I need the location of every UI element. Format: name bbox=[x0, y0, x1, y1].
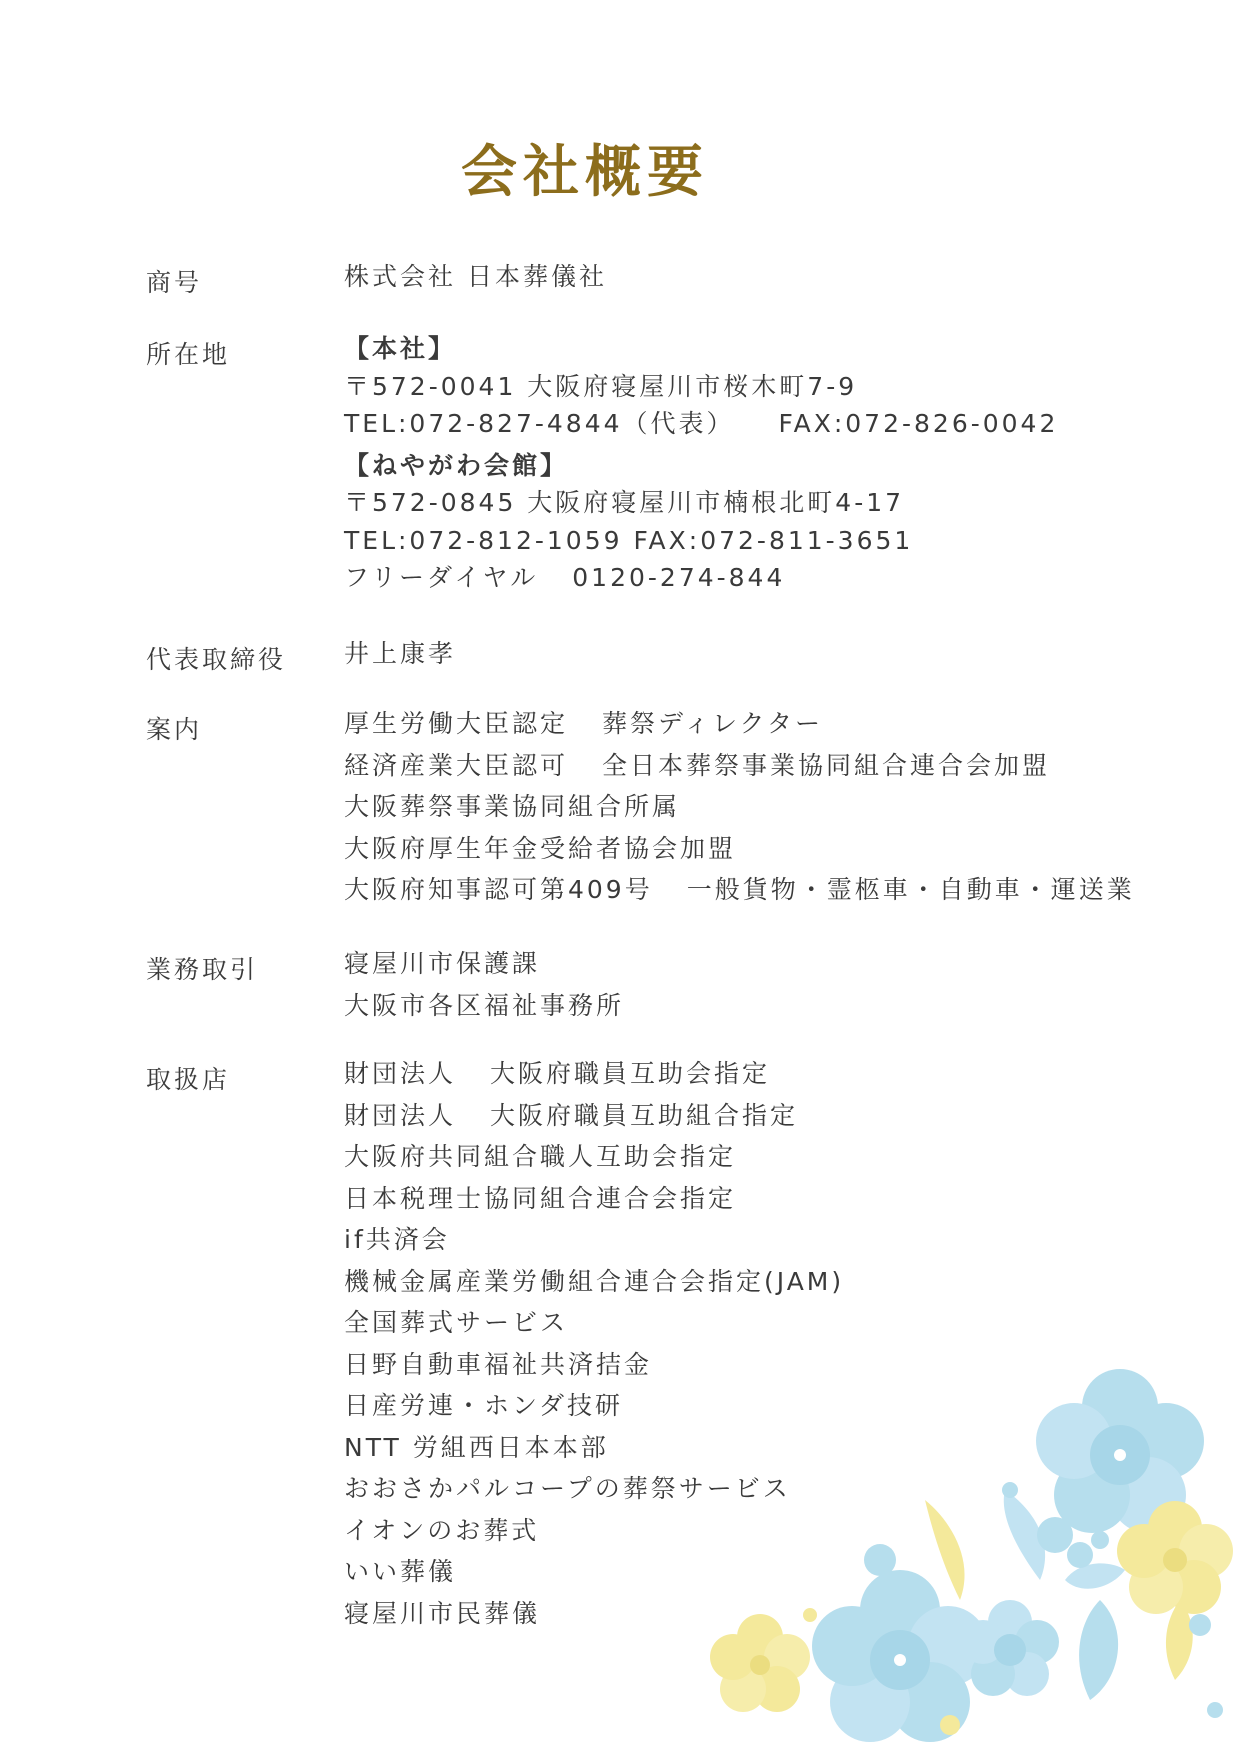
dot-icon bbox=[1067, 1542, 1093, 1568]
head-office-tel: TEL:072-827-4844（代表） bbox=[344, 409, 735, 438]
dot-icon bbox=[1037, 1517, 1073, 1553]
dealer-item: 財団法人 大阪府職員互助組合指定 bbox=[344, 1100, 799, 1130]
leaf-icon bbox=[1065, 1563, 1125, 1588]
representative-value: 井上康孝 bbox=[344, 639, 457, 668]
dealer-item: 日産労連・ホンダ技研 bbox=[344, 1391, 624, 1420]
guide-item: 経済産業大臣認可 全日本葬祭事業協同組合連合会加盟 bbox=[344, 750, 1051, 780]
dealer-item: 日本税理士協同組合連合会指定 bbox=[344, 1183, 737, 1213]
head-office-heading: 【本社】 bbox=[344, 334, 457, 363]
company-name-value: 株式会社 日本葬儀社 bbox=[344, 262, 607, 291]
guide-item: 厚生労働大臣認定 葬祭ディレクター bbox=[344, 709, 824, 738]
dot-icon bbox=[864, 1544, 896, 1576]
guide-label: 案内 bbox=[146, 715, 203, 744]
neyagawa-hall-heading: 【ねやがわ会館】 bbox=[344, 450, 569, 480]
dealer-item: いい葬儀 bbox=[344, 1557, 457, 1586]
guide-item: 大阪府厚生年金受給者協会加盟 bbox=[344, 833, 737, 863]
dot-icon bbox=[1091, 1531, 1109, 1549]
free-dial-number: 0120-274-844 bbox=[572, 563, 786, 592]
dealer-item: 寝屋川市民葬儀 bbox=[344, 1598, 541, 1628]
location-label: 所在地 bbox=[146, 340, 231, 369]
blue-flower-icon bbox=[961, 1600, 1059, 1696]
dealers-label: 取扱店 bbox=[146, 1065, 231, 1094]
business-item: 大阪市各区福祉事務所 bbox=[344, 990, 625, 1020]
guide-item: 大阪葬祭事業協同組合所属 bbox=[344, 792, 681, 821]
dealer-item: 財団法人 大阪府職員互助会指定 bbox=[344, 1059, 771, 1088]
free-dial-label: フリーダイヤル bbox=[344, 563, 539, 592]
dot-icon bbox=[1189, 1614, 1211, 1636]
neyagawa-hall-free-dial bbox=[344, 564, 1058, 602]
dealer-item: 機械金属産業労働組合連合会指定(JAM) bbox=[344, 1266, 845, 1296]
dot-icon bbox=[1002, 1482, 1018, 1498]
guide-item: 大阪府知事認可第409号 一般貨物・霊柩車・自動車・運送業 bbox=[344, 875, 1135, 904]
business-item: 寝屋川市保護課 bbox=[344, 949, 541, 978]
neyagawa-hall-tel-fax: TEL:072-812-1059 FAX:072-811-3651 bbox=[344, 525, 914, 555]
page-title: 会社概要 bbox=[461, 140, 709, 205]
dealer-item: NTT 労組西日本本部 bbox=[344, 1432, 609, 1462]
company-name-label: 商号 bbox=[146, 268, 203, 297]
head-office-address: 〒572-0041 大阪府寝屋川市桜木町7-9 bbox=[344, 371, 858, 401]
dealer-item: おおさかパルコープの葬祭サービス bbox=[344, 1474, 791, 1503]
business-label: 業務取引 bbox=[146, 955, 259, 984]
neyagawa-hall-address: 〒572-0845 大阪府寝屋川市楠根北町4-17 bbox=[344, 488, 905, 517]
dot-icon bbox=[1207, 1702, 1223, 1718]
dot-icon bbox=[940, 1715, 960, 1735]
leaf-icon bbox=[1079, 1600, 1118, 1700]
representative-label: 代表取締役 bbox=[146, 645, 287, 674]
dealer-item: 日野自動車福祉共済拮金 bbox=[344, 1349, 653, 1379]
dealer-item: イオンのお葬式 bbox=[344, 1515, 540, 1545]
dealer-item: 全国葬式サービス bbox=[344, 1308, 569, 1337]
head-office-fax: FAX:072-826-0042 bbox=[778, 409, 1059, 438]
dealer-item: if共済会 bbox=[344, 1225, 450, 1254]
head-office-contact bbox=[344, 410, 1058, 448]
dealer-item: 大阪府共同組合職人互助会指定 bbox=[344, 1142, 737, 1171]
